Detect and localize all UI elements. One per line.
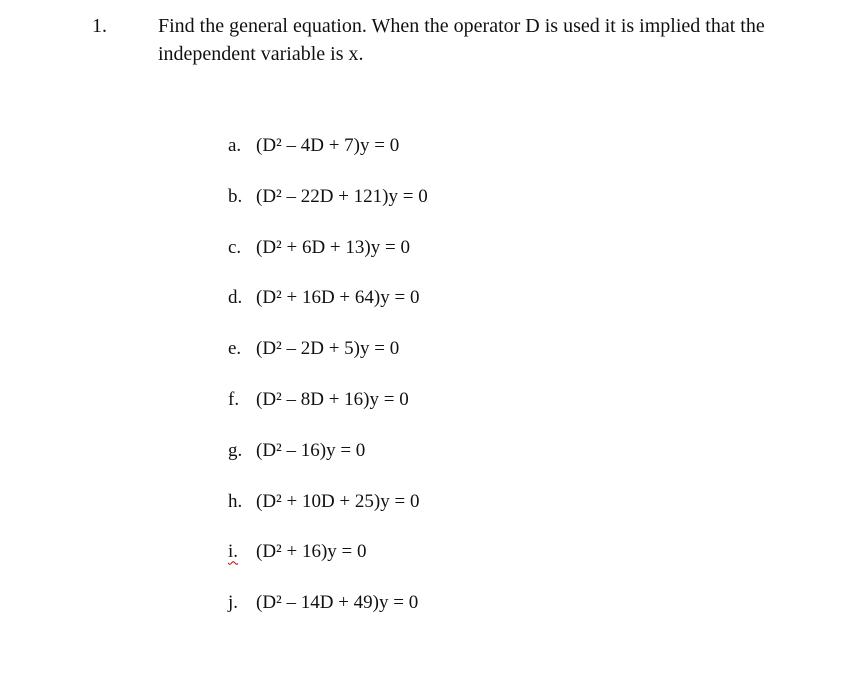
equation-label: d. <box>228 287 243 309</box>
equation-expression: (D² + 10D + 25)y = 0 <box>256 490 420 512</box>
equation-item-f <box>228 386 428 437</box>
equation-label: b. <box>228 185 243 207</box>
equation-item-d <box>228 284 428 335</box>
equation-label: a. <box>228 135 242 156</box>
equation-list <box>228 132 428 640</box>
equation-expression: (D² + 16D + 64)y = 0 <box>256 287 420 309</box>
problem-number: 1. <box>92 15 107 37</box>
equation-expression: (D² – 14D + 49)y = 0 <box>256 592 419 614</box>
problem-instructions: Find the general equation. When the operator D is used it is implied that the independent variable is x. <box>158 15 765 65</box>
equation-item-a <box>228 132 428 183</box>
equation-label: f. <box>228 388 240 410</box>
equation-expression: (D² – 22D + 121)y = 0 <box>256 185 428 207</box>
equation-item-c <box>228 234 428 285</box>
equation-expression: (D² – 16)y = 0 <box>256 439 366 461</box>
equation-expression: (D² – 4D + 7)y = 0 <box>256 135 400 156</box>
equation-item-b <box>228 183 428 234</box>
equation-expression: (D² + 6D + 13)y = 0 <box>256 236 410 258</box>
equation-expression: (D² – 8D + 16)y = 0 <box>256 388 409 410</box>
equation-expression: (D² + 16)y = 0 <box>256 541 367 563</box>
equation-item-h <box>228 488 428 539</box>
equation-label: i. <box>228 541 239 563</box>
equation-label: g. <box>228 439 243 461</box>
equation-label: j. <box>228 592 239 614</box>
equation-item-j <box>228 589 428 640</box>
equation-item-g <box>228 437 428 488</box>
equation-expression: (D² – 2D + 5)y = 0 <box>256 338 400 360</box>
equation-label: h. <box>228 490 243 512</box>
equation-label: e. <box>228 338 242 360</box>
equation-label: c. <box>228 236 242 258</box>
equation-item-i <box>228 538 428 589</box>
equation-item-e <box>228 335 428 386</box>
